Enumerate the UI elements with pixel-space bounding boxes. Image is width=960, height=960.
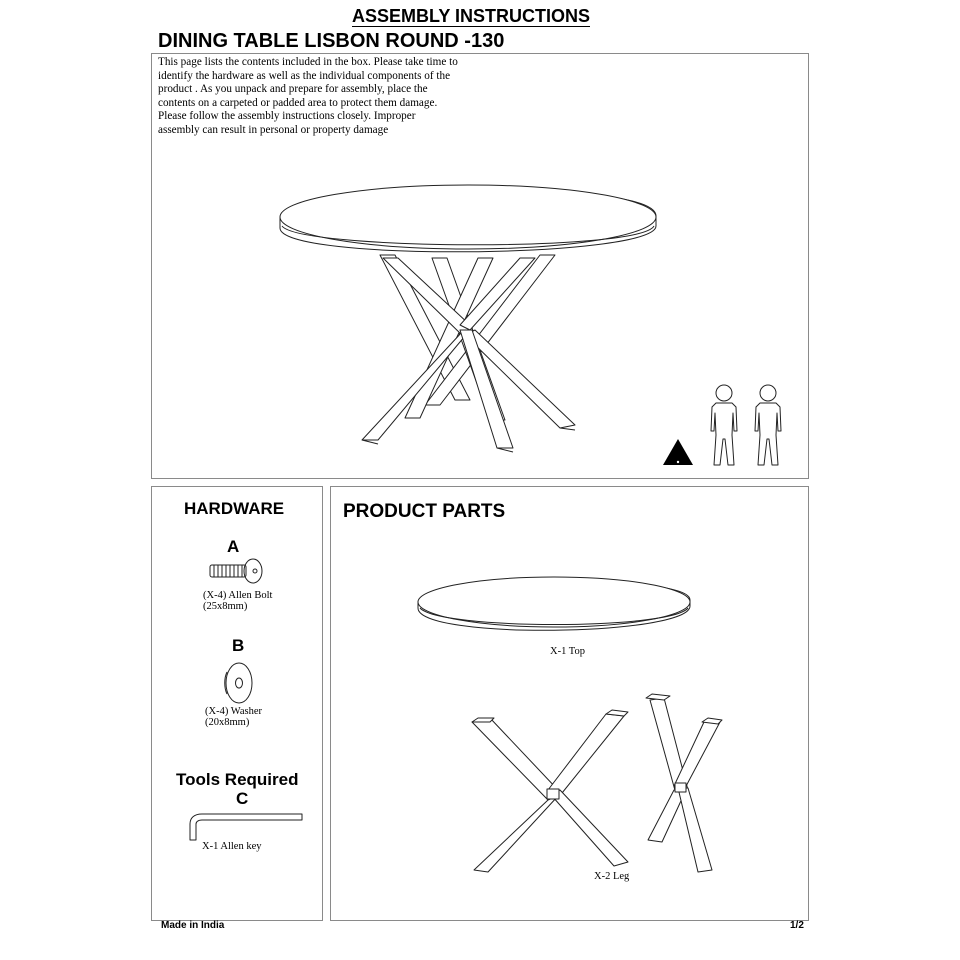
intro-text: This page lists the contents included in the box. Please take time to identify the hardware as well as the individual components of the product . As you unpack and prepare for assembly, place the contents on a carpeted or padded area to protect them damage. Please follow the assembly instructions closely. Improper assembly can result in personal or property damage (158, 56, 458, 136)
hardware-letter-a: A (227, 537, 240, 556)
table-leg-caption: X-2 Leg (594, 871, 630, 882)
washer-size: (20x8mm) (205, 717, 250, 728)
allen-bolt-size: (25x8mm) (203, 601, 248, 612)
product-name: DINING TABLE LISBON ROUND -130 (158, 30, 505, 52)
hardware-letter-b: B (232, 636, 245, 655)
allen-key-caption: X-1 Allen key (202, 841, 262, 852)
product-parts-title: PRODUCT PARTS (343, 501, 506, 522)
tools-required-title: Tools Required (176, 770, 299, 789)
page-number: 1/2 (790, 920, 804, 931)
table-top-caption: X-1 Top (550, 646, 585, 657)
allen-bolt-quantity: (X-4) Allen Bolt (203, 590, 273, 601)
made-in-label: Made in India (161, 920, 225, 931)
document-title: ASSEMBLY INSTRUCTIONS (352, 6, 591, 26)
hardware-title: HARDWARE (184, 499, 285, 518)
tool-letter-c: C (236, 789, 249, 808)
washer-quantity: (X-4) Washer (205, 706, 262, 717)
